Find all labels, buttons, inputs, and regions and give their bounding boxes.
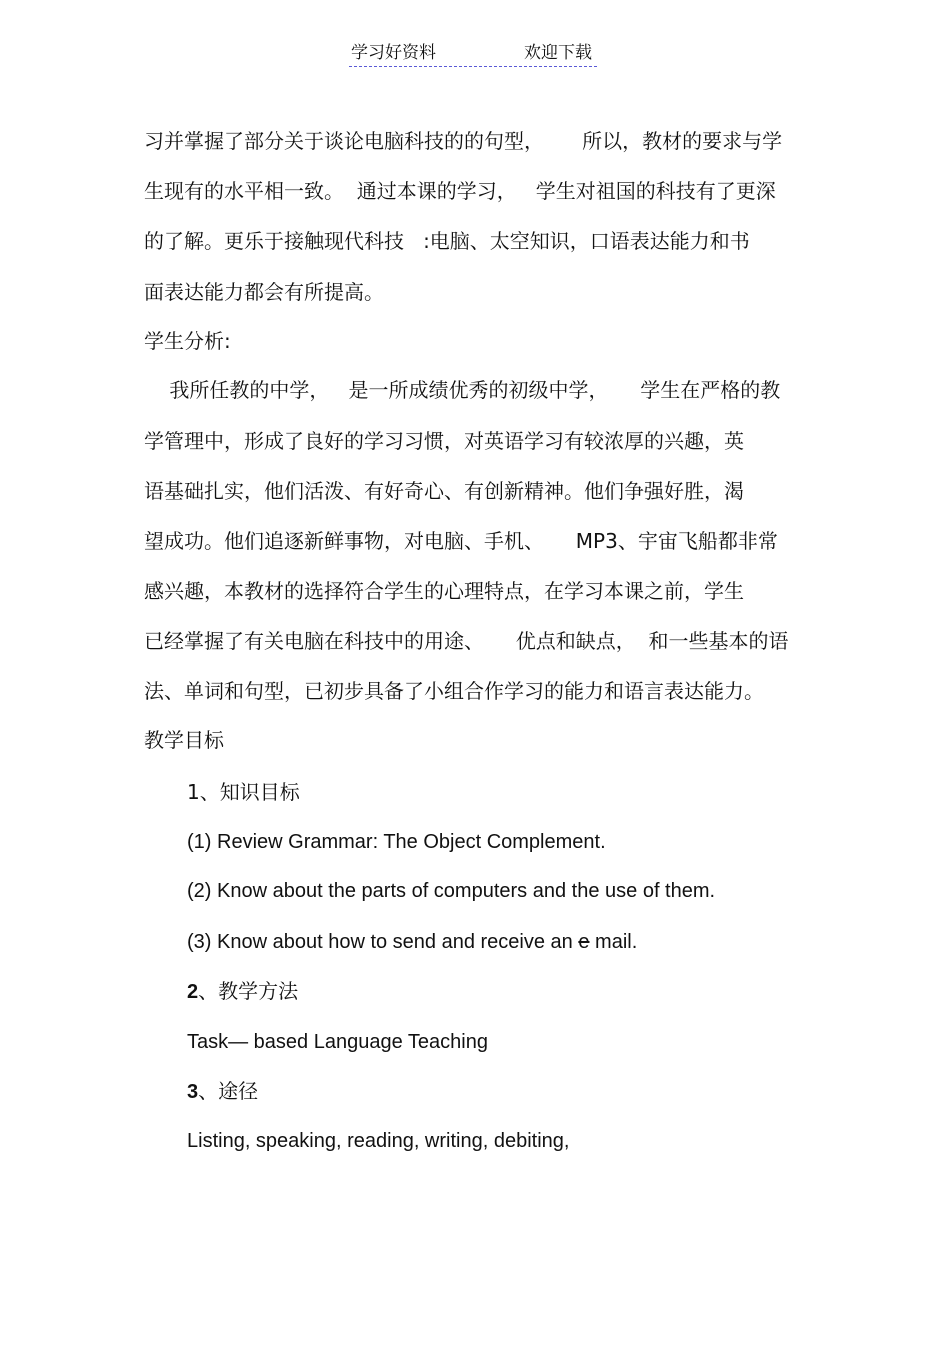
section-heading-student-analysis: 学生分析: <box>144 329 231 353</box>
goal-item-text: (3) Know about how to send and receive an <box>187 931 579 953</box>
subheading-number: 2 <box>187 981 199 1003</box>
paragraph-line: 已经掌握了有关电脑在科技中的用途、 优点和缺点， 和一些基本的语 <box>144 629 789 653</box>
goal-item-end: mail. <box>589 931 638 953</box>
approach-text: Listing, speaking, reading, writing, debiting, <box>187 1130 570 1152</box>
subheading-number: 3 <box>187 1081 199 1103</box>
goal-item: (2) Know about the parts of computers and the use of them. <box>187 880 716 902</box>
subheading-text: 、教学方法 <box>198 979 299 1003</box>
section-heading-teaching-goals: 教学目标 <box>144 728 224 752</box>
subheading-text: 、途径 <box>198 1079 259 1103</box>
subheading-knowledge-goals: 1、知识目标 <box>187 780 300 804</box>
header-left-text: 学习好资料 <box>351 43 436 63</box>
paragraph-line: 法、单词和句型，已初步具备了小组合作学习的能力和语言表达能力。 <box>144 679 764 703</box>
paragraph-line: 语基础扎实，他们活泼、有好奇心、有创新精神。他们争强好胜，渴 <box>144 479 744 503</box>
paragraph-line: 的了解。更乐于接触现代科技 :电脑、太空知识，口语表达能力和书 <box>144 229 750 253</box>
goal-item <box>187 929 637 955</box>
paragraph-line: 生现有的水平相一致。 通过本课的学习， 学生对祖国的科技有了更深 <box>144 179 776 203</box>
paragraph-line: 望成功。他们追逐新鲜事物，对电脑、手机、 MP3、宇宙飞船都非常 <box>144 529 778 553</box>
paragraph-line: 面表达能力都会有所提高。 <box>144 280 384 304</box>
paragraph-line: 学管理中，形成了良好的学习习惯，对英语学习有较浓厚的兴趣，英 <box>144 429 744 453</box>
subheading-approach <box>187 1078 258 1105</box>
paragraph-line: 我所任教的中学， 是一所成绩优秀的初级中学， 学生在严格的教 <box>144 378 781 402</box>
paragraph-line: 感兴趣，本教材的选择符合学生的心理特点，在学习本课之前，学生 <box>144 579 744 603</box>
page-header <box>349 42 597 67</box>
header-right-text: 欢迎下载 <box>524 43 592 63</box>
subheading-method <box>187 978 298 1005</box>
goal-item: (1) Review Grammar: The Object Complement. <box>187 831 606 853</box>
struck-letter: e <box>578 931 590 953</box>
paragraph-line: 习并掌握了部分关于谈论电脑科技的的句型， 所以，教材的要求与学 <box>144 129 783 153</box>
method-text: Task— based Language Teaching <box>187 1031 488 1053</box>
